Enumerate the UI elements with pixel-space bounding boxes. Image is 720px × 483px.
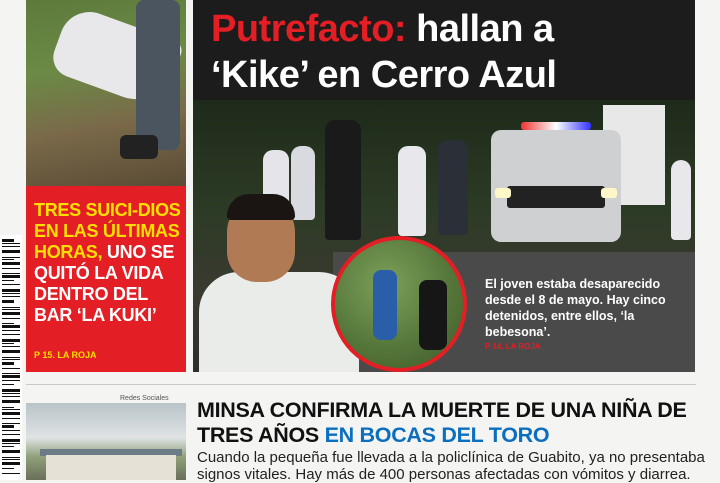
worker-shape (671, 160, 691, 240)
building-shape (46, 455, 176, 480)
barcode-bar (2, 459, 20, 460)
barcode-bar (2, 325, 20, 328)
headlight (495, 188, 511, 198)
barcode-bar (2, 300, 14, 303)
barcode-bar (2, 293, 20, 294)
bottom-story-thumbnail[interactable] (26, 403, 186, 480)
barcode-bar (2, 380, 20, 381)
barcode-bar (2, 425, 14, 428)
barcode-bar (2, 262, 20, 265)
barcode-bar (2, 457, 20, 458)
barcode-bar (2, 462, 20, 465)
barcode (0, 235, 22, 480)
barcode-bar (2, 257, 20, 258)
inset-circle-photo (331, 236, 467, 372)
barcode-bar (2, 396, 20, 397)
barcode-bar (2, 412, 20, 415)
barcode-bar (2, 309, 20, 310)
barcode-bar (2, 400, 20, 403)
barcode-bar (2, 359, 20, 360)
truck-grill (507, 186, 605, 208)
barcode-bar (2, 275, 20, 278)
siren-lights (521, 122, 591, 130)
barcode-bar (2, 389, 20, 392)
barcode-bar (2, 346, 20, 347)
headline-line-1-rest: hallan a (406, 8, 554, 50)
barcode-bar (2, 334, 20, 335)
boot-shape (120, 135, 158, 159)
main-headline[interactable] (207, 6, 560, 98)
bottom-story-headline[interactable] (197, 398, 697, 448)
barcode-bar (2, 407, 14, 408)
barcode-bar (2, 259, 14, 260)
barcode-bar (2, 430, 20, 431)
barcode-bar (2, 330, 20, 331)
barcode-bar (2, 368, 20, 369)
barcode-bar (2, 343, 14, 344)
barcode-bar (2, 409, 20, 410)
main-story-caption: El joven estaba desaparecido desde el 8 de mayo. Hay cinco detenidos, entre ellos, ‘la bebesona’. (485, 277, 666, 339)
worker-shape (438, 140, 468, 235)
bottom-headline-blue: EN BOCAS DEL TORO (324, 423, 550, 447)
headline-red-word: Putrefacto: (211, 8, 407, 50)
barcode-bar (2, 280, 14, 281)
barcode-bar (2, 243, 20, 244)
barcode-bar (2, 393, 20, 394)
barcode-bar (2, 318, 20, 319)
barcode-bar (2, 339, 20, 342)
barcode-bar (2, 273, 20, 274)
barcode-bar (2, 450, 20, 453)
bottom-story-body: Cuando la pequeña fue llevada a la policlínica de Guabito, ya no presentaba signos vitales. Hay más de 400 personas afectadas con vómitos y diarrea. (197, 449, 705, 483)
person-blue-shape (373, 270, 397, 340)
person-black-shape (419, 280, 447, 350)
barcode-bar (2, 312, 20, 315)
barcode-bar (2, 246, 20, 247)
barcode-bar (2, 418, 20, 419)
main-story-panel[interactable] (193, 0, 695, 372)
side-story-headline[interactable] (34, 200, 182, 326)
bottom-headline-black: MINSA CONFIRMA LA MUERTE DE UNA NIÑA DE TRES AÑOS (197, 398, 687, 447)
barcode-bar (2, 357, 20, 358)
side-headline-white: UNO SE QUITÓ LA VIDA DENTRO DEL BAR ‘LA KUKI’ (34, 242, 175, 325)
worker-shape (398, 146, 426, 236)
body-bag-photo (26, 0, 186, 186)
section-divider (26, 384, 696, 385)
barcode-bar (2, 434, 20, 435)
barcode-bar (2, 296, 20, 297)
photo-credit: Redes Sociales (120, 395, 169, 402)
barcode-bar (2, 468, 14, 469)
barcode-bar (2, 384, 14, 385)
barcode-bar (2, 323, 14, 324)
police-truck (491, 130, 621, 242)
barcode-bar (2, 268, 20, 269)
headline-line-1 (207, 6, 558, 52)
side-story-page-ref: P 15. LA ROJA (34, 350, 97, 360)
barcode-bar (2, 362, 14, 365)
headline-line-2: ‘Kike’ en Cerro Azul (207, 52, 560, 98)
barcode-bar (2, 250, 20, 253)
headlight (601, 188, 617, 198)
barcode-bar (2, 284, 20, 285)
barcode-bar (2, 307, 20, 308)
barcode-bar (2, 439, 20, 442)
main-story-page-ref: P 14. LA ROJA (485, 342, 541, 351)
barcode-bar (2, 373, 20, 374)
side-story-box[interactable] (26, 186, 186, 372)
hair-shape (227, 194, 295, 220)
barcode-bar (2, 350, 20, 353)
barcode-bar (2, 446, 14, 447)
barcode-bar (2, 423, 20, 424)
barcode-bar (2, 473, 20, 474)
barcode-bar (2, 289, 20, 292)
forensic-worker-shape (136, 0, 180, 150)
barcode-bar (2, 239, 14, 242)
barcode-bar (2, 443, 20, 444)
barcode-bar (2, 375, 20, 378)
side-headline-yellow: TRES SUICI-DIOS EN LAS ÚLTIMAS HORAS, (34, 200, 181, 262)
